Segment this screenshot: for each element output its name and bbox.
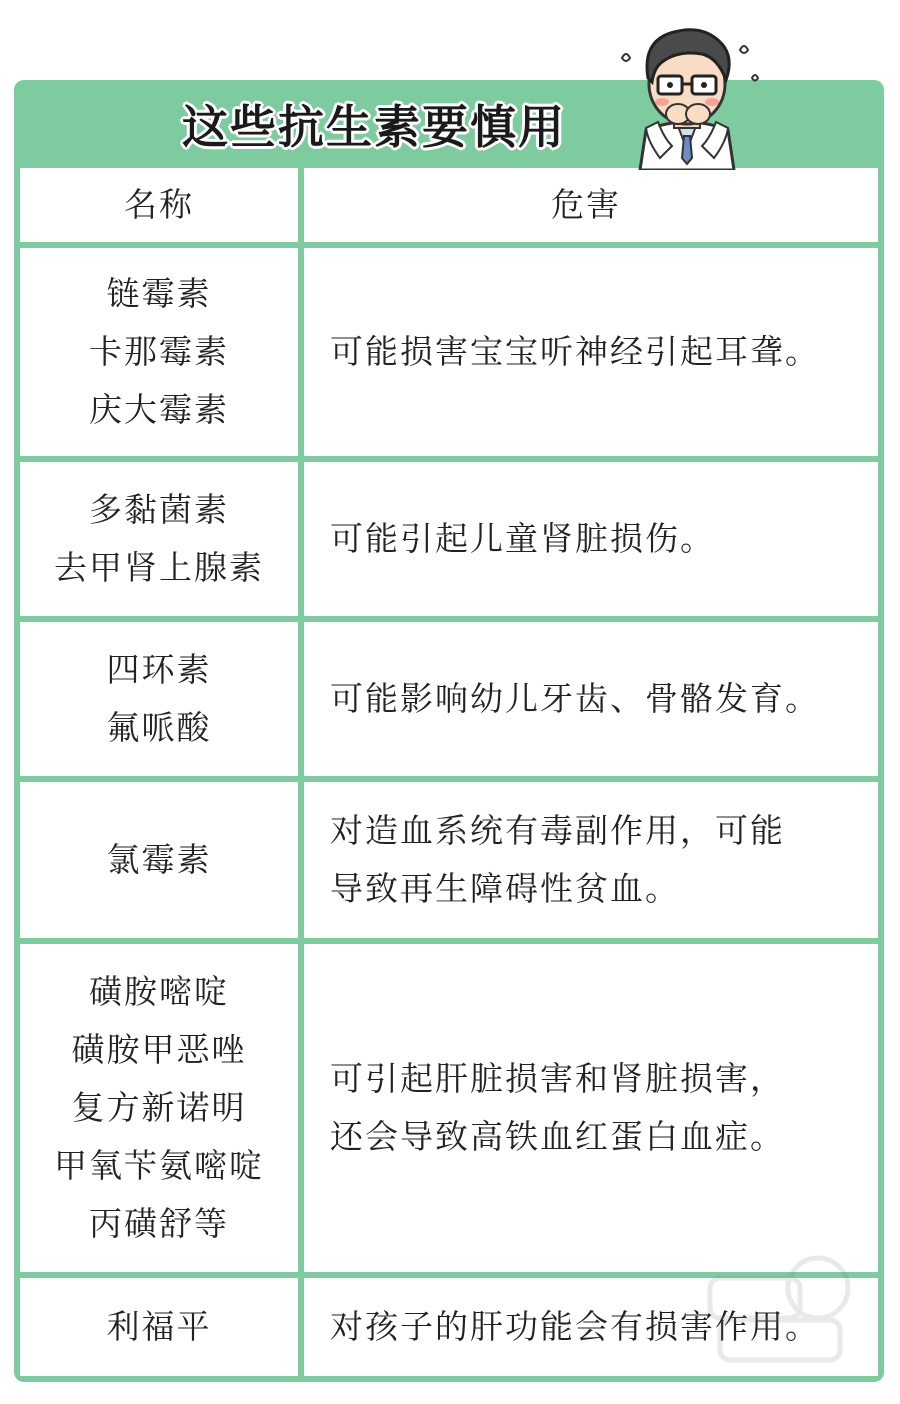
harm-cell: [304, 248, 878, 456]
harm-cell: [304, 622, 878, 776]
drug-names: 多黏菌素 去甲肾上腺素: [54, 490, 264, 587]
drug-names: 四环素 氟哌酸: [106, 650, 212, 747]
drug-name-cell: [20, 1278, 298, 1376]
drug-names: 氯霉素: [106, 840, 212, 879]
table-row: [20, 782, 878, 938]
harm-text: 可能影响幼儿牙齿、骨骼发育。: [330, 679, 820, 718]
drug-name-cell: [20, 782, 298, 938]
harm-text: 对造血系统有毒副作用，可能 导致再生障碍性贫血。: [330, 811, 785, 908]
worried-doctor-icon: [612, 18, 762, 170]
header-name-label: 名称: [124, 185, 194, 224]
card-title: 这些抗生素要慎用: [182, 100, 566, 154]
harm-text: 对孩子的肝功能会有损害作用。: [330, 1307, 820, 1346]
header-name-cell: [20, 168, 298, 242]
watermark-logo-icon: [700, 1248, 860, 1368]
table-header-row: [20, 168, 878, 242]
drug-name-cell: [20, 248, 298, 456]
table-row: [20, 944, 878, 1272]
drug-name-cell: [20, 622, 298, 776]
header-harm-label: 危害: [551, 185, 621, 224]
drug-names: 链霉素 卡那霉素 庆大霉素: [89, 274, 229, 429]
antibiotics-card: [14, 80, 884, 1382]
harm-cell: [304, 944, 878, 1272]
harm-text: 可引起肝脏损害和肾脏损害， 还会导致高铁血红蛋白血症。: [330, 1059, 785, 1156]
drug-name-cell: [20, 462, 298, 616]
drug-names: 利福平: [106, 1307, 212, 1346]
drug-name-cell: [20, 944, 298, 1272]
harm-text: 可能引起儿童肾脏损伤。: [330, 519, 715, 558]
header-harm-cell: [304, 168, 878, 242]
table-row: [20, 622, 878, 776]
table-row: [20, 462, 878, 616]
drug-names: 磺胺嘧啶 磺胺甲恶唑 复方新诺明 甲氧苄氨嘧啶 丙磺舒等: [54, 972, 264, 1243]
harm-cell: [304, 462, 878, 616]
table-row: [20, 248, 878, 456]
harm-text: 可能损害宝宝听神经引起耳聋。: [330, 332, 820, 371]
harm-cell: [304, 782, 878, 938]
